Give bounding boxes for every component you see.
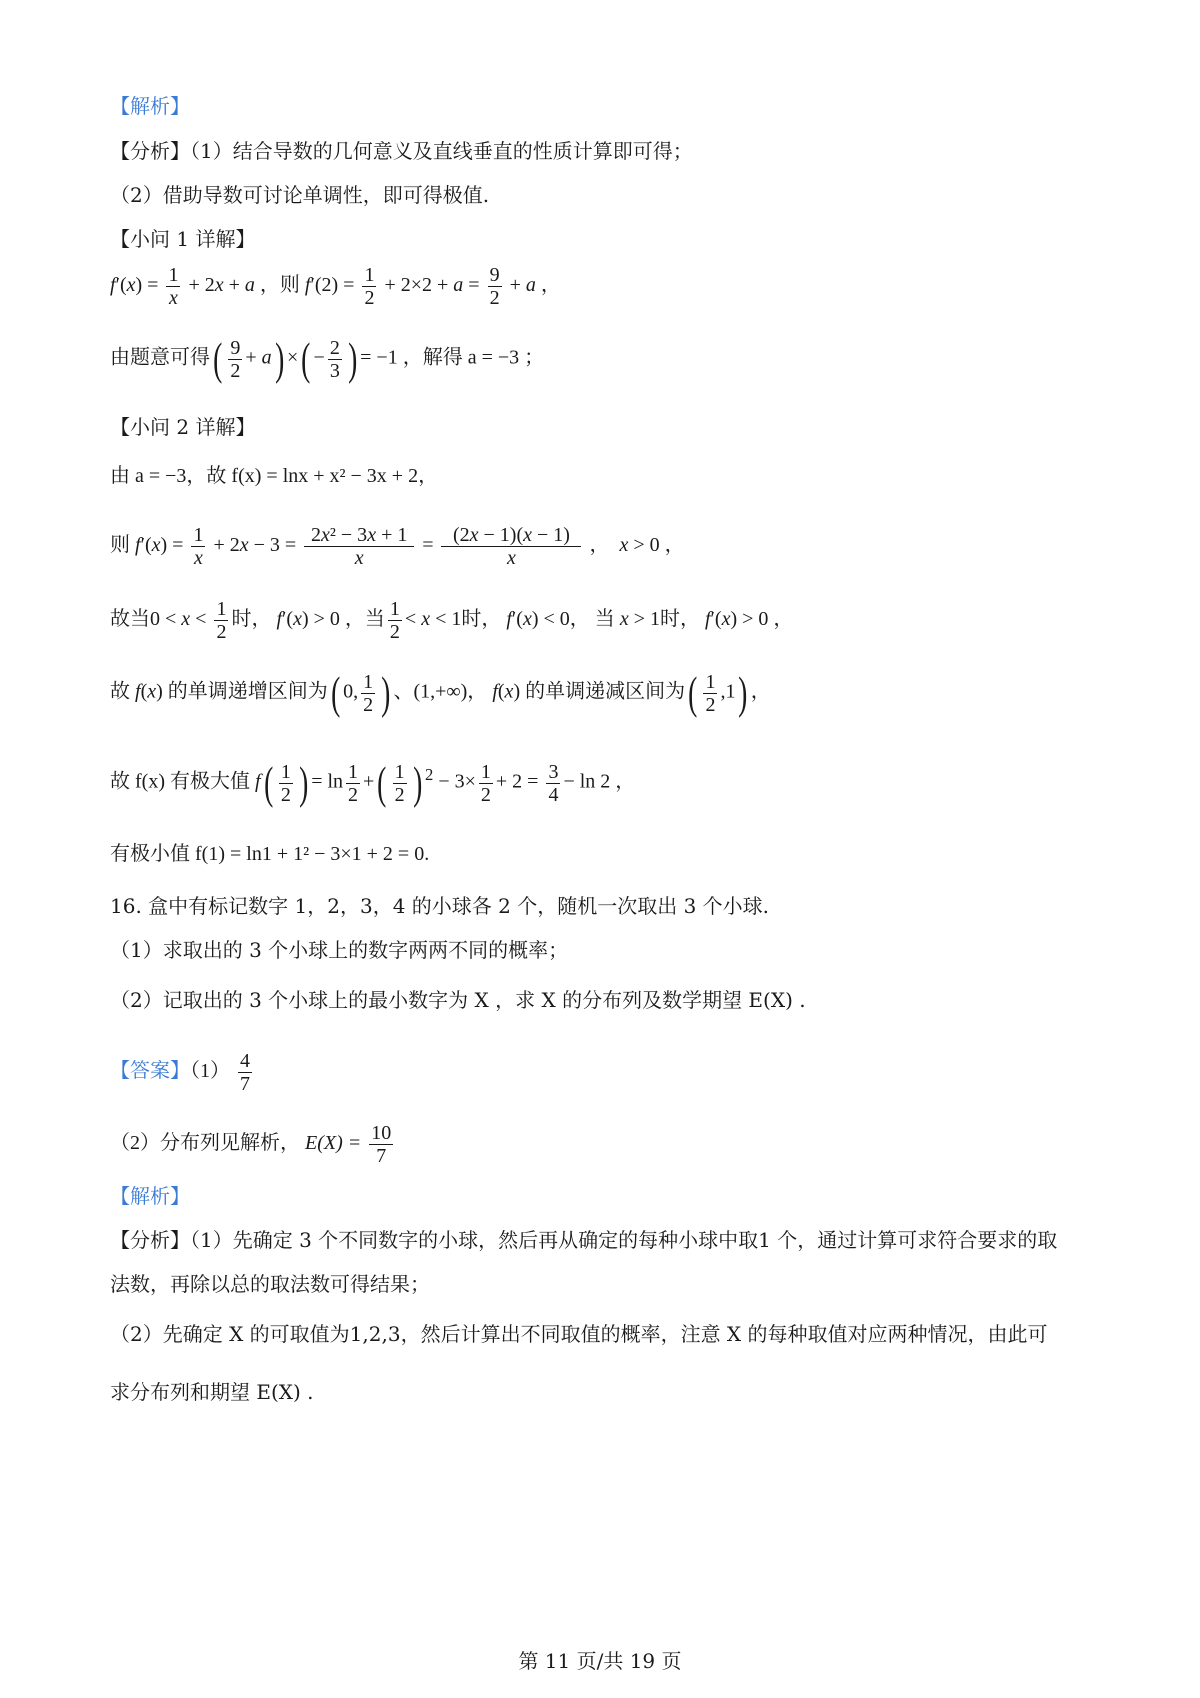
q16-answer-line-2 bbox=[110, 1122, 396, 1167]
q1-derivative-line: f′(x) = $\frac{1}{x}$ + 2x + a ，则 f′(2) = $\frac{1}{2}$ + 2×2 + a = $\frac{9}{2}$ + a ， bbox=[110, 264, 561, 309]
q16-fenxi-line-1 bbox=[110, 1226, 1057, 1254]
q2-cases-line: 故当0 < x < $\frac{1}{2}$ 时， f′(x) > 0 ，当 $\frac{1}{2}$ < x < 1时， f′(x) < 0， 当 x > 1时， f′(x) > 0 ， bbox=[110, 598, 794, 643]
answer1-numerator: 4 bbox=[240, 1050, 250, 1072]
q1-condition-prefix: 由题意可得 bbox=[110, 346, 210, 369]
fenxi-heading: 【分析】 bbox=[110, 139, 190, 163]
page-number: 第 11 页/共 19 页 bbox=[518, 1649, 682, 1673]
subq1-heading: 【小问 1 详解】 bbox=[110, 227, 256, 251]
q2-max-line: 故 f(x) 有极大值 f( $\frac{1}{2}$ ) = ln $\frac{1}{2}$ +( $\frac{1}{2}$ ) $^2$ − 3× $\frac{1}{2}$ + 2 = $\frac{3}{4}$ − ln 2 ， bbox=[110, 757, 636, 808]
q16-part2: （2）记取出的 3 个小球上的最小数字为 X ，求 X 的分布列及数学期望 E(X) . bbox=[110, 988, 806, 1012]
q16-stem: 16. 盒中有标记数字 1，2，3，4 的小球各 2 个，随机一次取出 3 个小球. bbox=[110, 894, 770, 918]
jiexi-heading: 【解析】 bbox=[110, 94, 190, 118]
q2-min-line: 有极小值 f(1) = ln1 + 1² − 3×1 + 2 = 0. bbox=[110, 843, 430, 865]
q2-max-prefix: 故 f(x) 有极大值 bbox=[110, 770, 250, 793]
fenxi-line-1 bbox=[110, 137, 693, 165]
q2-derivative-prefix: 则 bbox=[110, 534, 130, 557]
answer1-prefix: （1） bbox=[190, 1060, 230, 1083]
q16-fenxi-line-2: 法数，再除以总的取法数可得结果； bbox=[110, 1272, 430, 1296]
q16-fenxi-line-3: （2）先确定 X 的可取值为1,2,3，然后计算出不同取值的概率，注意 X 的每种取值对应两种情况，由此可 bbox=[110, 1322, 1048, 1346]
answer-heading: 【答案】 bbox=[110, 1060, 190, 1083]
answer2-denominator: 7 bbox=[376, 1145, 387, 1167]
q16-answer-line-1 bbox=[110, 1050, 255, 1095]
fenxi-line-2: （2）借助导数可讨论单调性，即可得极值. bbox=[110, 183, 490, 207]
q16-fenxi-line-4: 求分布列和期望 E(X) . bbox=[110, 1380, 314, 1404]
subq2-heading: 【小问 2 详解】 bbox=[110, 415, 256, 439]
q16-part1: （1）求取出的 3 个小球上的数字两两不同的概率； bbox=[110, 938, 569, 962]
q2-intervals-line: 故 f(x) 的单调递增区间为( 0, $\frac{1}{2}$ ) 、(1,+∞)， f(x) 的单调递减区间为( $\frac{1}{2}$ ,1) ， bbox=[110, 667, 771, 718]
answer2-lhs: E(X) = bbox=[305, 1132, 362, 1155]
answer1-denominator: 7 bbox=[240, 1073, 250, 1095]
q1-condition-line: 由题意可得( $\frac{9}{2}$ + a) ×( − $\frac{2}{3}$ ) = −1 ，解得 a = −3 ； bbox=[110, 333, 545, 384]
q16-jiexi-heading: 【解析】 bbox=[110, 1184, 190, 1208]
q2-cases-prefix: 故当 bbox=[110, 608, 150, 631]
answer2-numerator: 10 bbox=[371, 1122, 392, 1144]
q2-function-line: 由 a = −3，故 f(x) = lnx + x² − 3x + 2， bbox=[110, 465, 439, 487]
q16-fenxi-heading: 【分析】 bbox=[110, 1228, 190, 1252]
fenxi-text-1: （1）结合导数的几何意义及直线垂直的性质计算即可得； bbox=[190, 139, 693, 163]
q2-derivative-line: 则 f′(x) = $\frac{1}{x}$ + 2x − 3 = $\frac{\text{2x² − 3x + 1}}{x}$ = $\frac{(2x - 1)(x - 1)}{x}$ ， x > 0 ， bbox=[110, 524, 685, 569]
q16-fenxi-text-1a: （1）先确定 3 个不同数字的小球，然后再从确定的每种小球中取1 个，通过计算可求符合要求的取 bbox=[190, 1228, 1058, 1252]
answer2-prefix: （2）分布列见解析， bbox=[110, 1132, 300, 1155]
q1-condition-result: = −1 ，解得 a = −3 ； bbox=[360, 346, 545, 369]
